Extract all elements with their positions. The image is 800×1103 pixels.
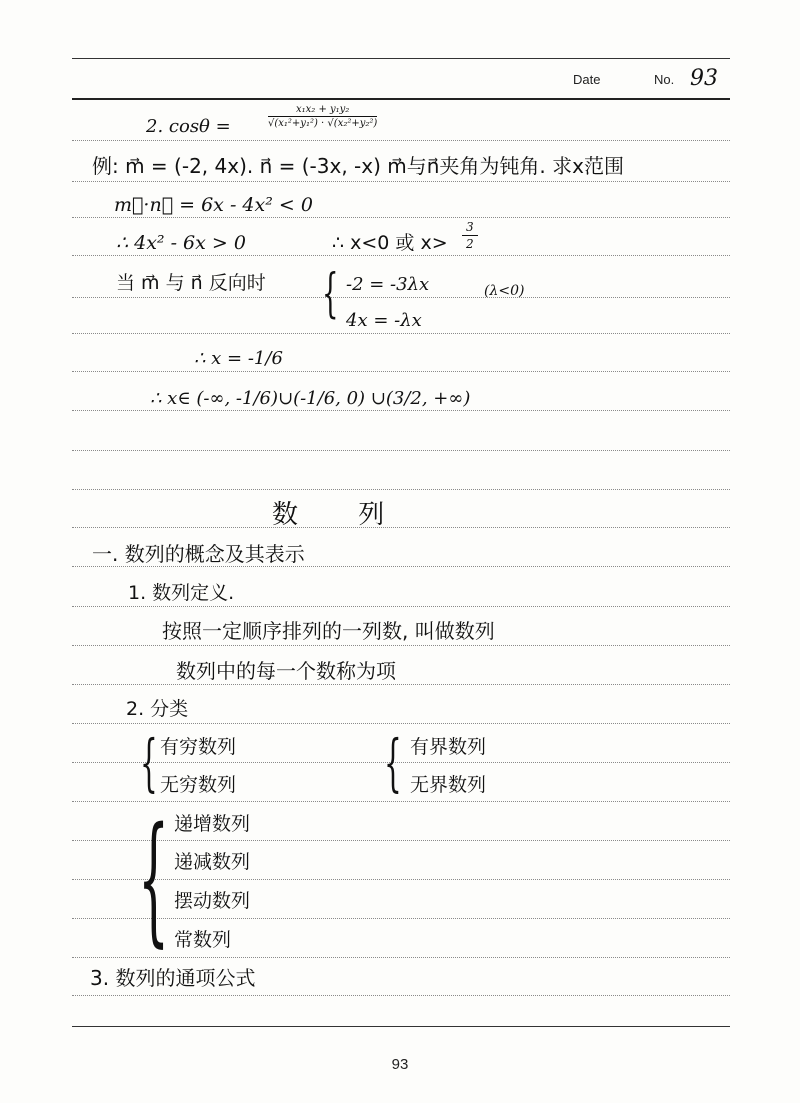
example-line: 例: m⃗ = (-2, 4x). n⃗ = (-3x, -x) m⃗与n⃗夹角为钝角. 求x范围 [92,154,624,178]
dot-product-line: m⃗·n⃗ = 6x - 4x² < 0 [114,194,313,216]
page-no-value: 93 [690,66,718,91]
ruled-line [72,645,730,646]
definition-line-1: 按照一定顺序排列的一列数, 叫做数列 [162,619,495,643]
inequality-frac-den: 2 [466,237,474,251]
subsection-definition: 1. 数列定义. [128,582,235,604]
date-label: Date [573,72,601,87]
class-finite: 有穷数列 [160,736,237,758]
bounded-brace: { [384,726,402,799]
monotonic-brace: { [138,798,170,961]
ruled-line [72,995,730,996]
footer-page-number: 93 [391,1056,409,1073]
ruled-line [72,450,730,451]
ruled-line [72,957,730,958]
class-constant: 常数列 [174,929,232,951]
class-oscillating: 摆动数列 [174,890,251,912]
class-decreasing: 递减数列 [174,851,251,873]
footer-rule [72,1026,730,1027]
ruled-line [72,879,730,880]
ruled-line [72,840,730,841]
inequality-result: ∴ x<0 或 x> [332,232,448,254]
ruled-line [72,684,730,685]
inequality-line: ∴ 4x² - 6x > 0 [116,232,246,254]
cos-formula-prefix: 2. cosθ = [146,116,231,137]
ruled-line [72,410,730,411]
ruled-line [72,333,730,334]
section-title: 数 列 [272,500,411,530]
ruled-line [72,723,730,724]
ruled-line [72,140,730,141]
cos-formula-numerator: x₁x₂ + y₁y₂ [268,104,377,117]
ruled-line [72,181,730,182]
x-value-line: ∴ x = -1/6 [194,348,283,369]
subsection-classification: 2. 分类 [126,698,189,720]
ruled-line [72,255,730,256]
ruled-line [72,566,730,567]
class-bounded: 有界数列 [410,736,487,758]
inequality-result-fraction [462,220,478,251]
opposite-case-line: 当 m⃗ 与 n⃗ 反向时 [116,272,266,294]
class-infinite: 无穷数列 [160,774,237,796]
header-top-rule [72,58,730,59]
header-bottom-rule [72,98,730,100]
class-unbounded: 无界数列 [410,774,487,796]
ruled-line [72,297,730,298]
no-label: No. [654,72,675,87]
definition-line-2: 数列中的每一个数称为项 [176,659,396,683]
ruled-line [72,918,730,919]
ruled-line [72,489,730,490]
inequality-frac-num: 3 [462,220,478,236]
final-answer-line: ∴ x∈ (-∞, -1/6)∪(-1/6, 0) ∪(3/2, +∞) [150,388,471,409]
finite-brace: { [140,726,158,799]
system-note: (λ<0) [484,283,525,299]
subsection-general-term: 3. 数列的通项公式 [90,966,256,990]
ruled-line [72,217,730,218]
system-eq2: 4x = -λx [346,310,422,331]
ruled-line [72,606,730,607]
system-brace: { [322,264,339,324]
class-increasing: 递增数列 [174,813,251,835]
cos-formula-fraction [268,104,377,129]
system-eq1: -2 = -3λx [346,274,430,295]
ruled-line [72,371,730,372]
ruled-line [72,801,730,802]
cos-formula-denominator: √(x₁²+y₁²) · √(x₂²+y₂²) [268,118,378,129]
subsection-concept: 一. 数列的概念及其表示 [92,542,305,566]
